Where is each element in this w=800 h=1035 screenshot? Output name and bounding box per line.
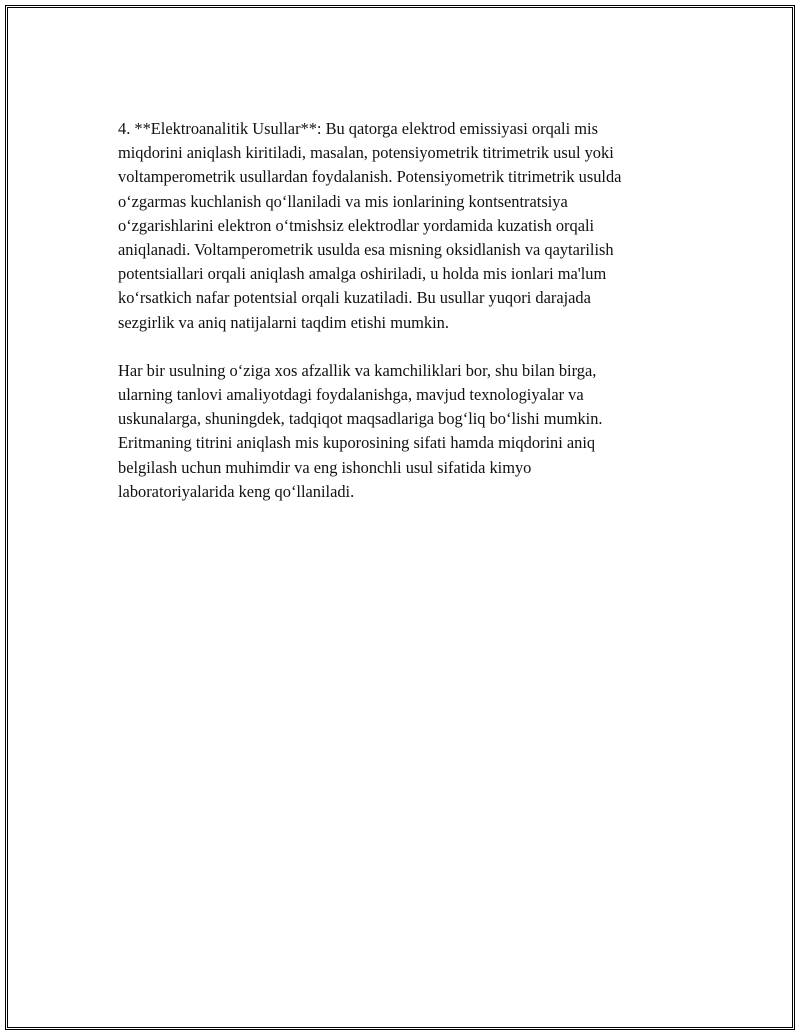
paragraph-electroanalytic-methods (118, 117, 678, 335)
text-line: o‘zgarmas kuchlanish qo‘llaniladi va mis ionlarining kontsentratsiya (118, 191, 568, 211)
text-line: ularning tanlovi amaliyotdagi foydalanishga, mavjud texnologiyalar va (118, 385, 584, 405)
text-line: laboratoriyalarida keng qo‘llaniladi. (118, 481, 355, 501)
document-body (118, 117, 678, 528)
text-line: sezgirlik va aniq natijalarni taqdim etishi mumkin. (118, 312, 449, 332)
text-line: aniqlanadi. Voltamperometrik usulda esa misning oksidlanish va qaytarilish (118, 240, 614, 260)
text-line: Har bir usulning o‘ziga xos afzallik va kamchiliklari bor, shu bilan birga, (118, 360, 597, 380)
text-line: voltamperometrik usullardan foydalanish. Potensiyometrik titrimetrik usulda (118, 167, 622, 187)
text-line: uskunalarga, shuningdek, tadqiqot maqsadlariga bog‘liq bo‘lishi mumkin. (118, 409, 603, 429)
paragraph-conclusion (118, 359, 678, 504)
text-line: miqdorini aniqlash kiritiladi, masalan, potensiyometrik titrimetrik usul yoki (118, 143, 614, 163)
text-line: belgilash uchun muhimdir va eng ishonchli usul sifatida kimyo (118, 457, 532, 477)
text-line: Eritmaning titrini aniqlash mis kuporosining sifati hamda miqdorini aniq (118, 433, 596, 453)
text-line: ko‘rsatkich nafar potentsial orqali kuzatiladi. Bu usullar yuqori darajada (118, 288, 591, 308)
text-line: o‘zgarishlarini elektron o‘tmishsiz elektrodlar yordamida kuzatish orqali (118, 215, 595, 235)
text-line: potentsiallari orqali aniqlash amalga oshiriladi, u holda mis ionlari ma'lum (118, 264, 607, 284)
text-line: 4. **Elektroanalitik Usullar**: Bu qatorga elektrod emissiyasi orqali mis (118, 119, 598, 138)
